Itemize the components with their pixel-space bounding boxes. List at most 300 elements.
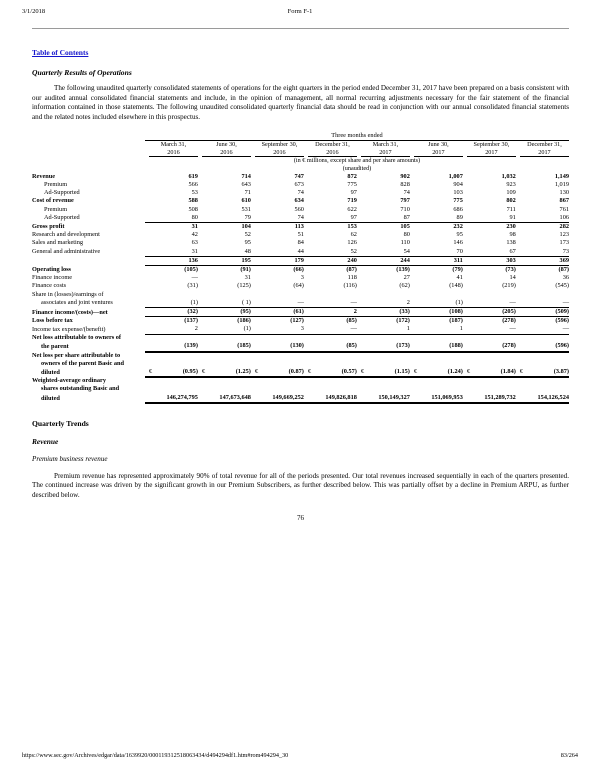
cell-value: (108) — [419, 308, 462, 317]
cell-value: 2 — [366, 299, 409, 308]
column-header-5: March 31, 2017 — [361, 141, 410, 157]
units-spacer — [32, 157, 145, 173]
cell-value: — — [472, 325, 515, 334]
print-header-date: 3/1/2018 — [22, 8, 46, 15]
cell-value: — — [191, 274, 198, 282]
cell-value: 2 — [313, 308, 356, 317]
cell-value: 673 — [294, 181, 304, 188]
cell-value: 63 — [191, 239, 198, 247]
cell-value: 232 — [453, 223, 463, 231]
row-label: Gross profit — [32, 223, 65, 231]
currency-symbol: € — [202, 368, 207, 377]
cell-value: 151,289,732 — [472, 394, 515, 403]
cell-value: 84 — [297, 239, 304, 247]
column-header-2: June 30, 2016 — [202, 141, 251, 157]
cell-value: 610 — [241, 197, 251, 205]
cell-value: 195 — [208, 256, 251, 265]
cell-value — [260, 385, 303, 393]
cell-value: 775 — [453, 197, 463, 205]
cell-value: 3 — [260, 325, 303, 334]
cell-value: (278) — [502, 317, 516, 325]
cell-value: 775 — [347, 181, 357, 188]
cell-value — [366, 334, 409, 342]
cell-value: 719 — [347, 197, 357, 205]
cell-value: 70 — [419, 248, 462, 257]
document-content — [32, 42, 569, 522]
cell-value: 1,032 — [501, 172, 516, 180]
cell-value: 311 — [419, 256, 462, 265]
table-row — [32, 256, 569, 265]
cell-value: 747 — [294, 172, 304, 180]
currency-symbol: € — [520, 368, 525, 377]
cell-value: 42 — [191, 231, 198, 239]
currency-symbol: € — [308, 368, 313, 377]
cell-value: 74 — [260, 214, 303, 223]
cell-value: 1,149 — [554, 172, 569, 180]
cell-value: 150,149,327 — [366, 394, 409, 403]
cell-value: (139) — [155, 342, 198, 351]
cell-value: 303 — [472, 256, 515, 265]
cell-value: 73 — [525, 248, 569, 257]
row-label: Research and development — [32, 231, 100, 239]
cell-value: 106 — [525, 214, 569, 223]
table-row — [32, 317, 569, 326]
cell-value — [525, 334, 569, 342]
cell-value: 109 — [506, 189, 516, 197]
table-row — [32, 189, 569, 197]
table-row — [32, 248, 569, 257]
cell-value: 71 — [244, 189, 251, 197]
row-label: Share in (losses)/earnings of — [32, 290, 104, 298]
cell-value — [525, 291, 569, 299]
row-label: Revenue — [32, 172, 56, 180]
page-number: 76 — [297, 513, 304, 522]
cell-value: 31 — [155, 248, 198, 257]
cell-value: 62 — [350, 231, 357, 239]
currency-symbol: € — [255, 368, 260, 377]
table-row — [32, 360, 569, 368]
cell-value — [472, 352, 515, 360]
row-label: diluted — [41, 368, 60, 376]
cell-value: (62) — [399, 282, 410, 290]
cell-value: 123 — [559, 231, 569, 239]
cell-value: 761 — [559, 205, 569, 213]
cell-value: 95 — [244, 239, 251, 247]
row-label: Ad-Supported — [44, 214, 80, 222]
table-row — [32, 352, 569, 360]
cell-value: 87 — [366, 214, 409, 223]
cell-value: 711 — [506, 205, 516, 213]
cell-value: (596) — [525, 342, 569, 351]
cell-value — [155, 360, 198, 368]
cell-value: 126 — [347, 239, 357, 247]
cell-value — [419, 334, 462, 342]
cell-value: (509) — [525, 308, 569, 317]
cell-value: 1 — [366, 325, 409, 334]
cell-value — [208, 377, 251, 385]
cell-value: 154,126,524 — [525, 394, 569, 403]
table-row — [32, 377, 569, 385]
revenue-subheading: Revenue — [32, 436, 59, 446]
print-header-title: Form F-1 — [287, 8, 313, 15]
cell-value: 110 — [400, 239, 410, 247]
cell-value: (186) — [237, 317, 251, 325]
column-header-8: December 31, 2017 — [520, 141, 569, 157]
cell-value: 149,826,818 — [313, 394, 356, 403]
cell-value — [208, 334, 251, 342]
units-note: (in € millions, except share and per share amounts) (unaudited) — [293, 157, 421, 172]
column-header-6: June 30, 2017 — [414, 141, 463, 157]
cell-value: 1 — [419, 325, 462, 334]
cell-value: (85) — [313, 342, 356, 351]
cell-value: 923 — [506, 181, 516, 188]
print-footer-url: https://www.sec.gov/Archives/edgar/data/1639920/000119312518063434/d494294df1.htm#rom494294_30 — [22, 752, 289, 759]
table-row — [32, 223, 569, 232]
cell-value — [419, 352, 462, 360]
cell-value — [208, 360, 251, 368]
cell-value — [313, 385, 356, 393]
cell-value: 80 — [403, 231, 410, 239]
cell-value: 67 — [472, 248, 515, 257]
cell-value: — — [472, 299, 515, 308]
cell-value: 146,274,795 — [155, 394, 198, 403]
cell-value: (278) — [472, 342, 515, 351]
table-row — [32, 394, 569, 403]
cell-value — [472, 377, 515, 385]
cell-value: 113 — [294, 223, 304, 231]
row-label: Loss before tax — [32, 317, 73, 325]
cell-value: 802 — [506, 197, 516, 205]
cell-value: 103 — [453, 189, 463, 197]
cell-value: 828 — [400, 181, 410, 188]
cell-value: — — [313, 299, 356, 308]
cell-value — [366, 377, 409, 385]
cell-value: 230 — [506, 223, 516, 231]
cell-value: 105 — [400, 223, 410, 231]
row-label: Sales and marketing — [32, 239, 84, 247]
cell-value: 634 — [294, 197, 304, 205]
cell-value — [472, 385, 515, 393]
cell-value — [525, 385, 569, 393]
cell-value — [260, 291, 303, 299]
cell-value: (205) — [472, 308, 515, 317]
cell-value: 3 — [300, 274, 304, 282]
cell-value: 867 — [559, 197, 569, 205]
cell-value: 53 — [191, 189, 198, 197]
cell-value: 151,069,953 — [419, 394, 462, 403]
column-header-4: December 31, 2016 — [308, 141, 357, 157]
cell-value: (219) — [502, 282, 516, 290]
cell-value: 89 — [419, 214, 462, 223]
cell-value: (87) — [558, 266, 569, 274]
cell-value — [472, 291, 515, 299]
cell-value: — — [313, 325, 356, 334]
print-header — [0, 8, 600, 24]
table-row — [32, 239, 569, 247]
table-row — [32, 181, 569, 189]
currency-symbol: € — [414, 368, 419, 377]
cell-value: 74 — [297, 189, 304, 197]
currency-symbol: € — [467, 368, 472, 377]
cell-value: 41 — [456, 274, 463, 282]
cell-value: (1.84) — [472, 368, 515, 377]
row-label — [32, 256, 145, 265]
cell-value — [366, 291, 409, 299]
row-label: Finance costs — [32, 282, 67, 290]
cell-value: 54 — [366, 248, 409, 257]
table-of-contents-link[interactable]: Table of Contents — [32, 48, 89, 57]
currency-symbol: € — [361, 368, 366, 377]
group-header-label: Three months ended — [145, 132, 569, 141]
cell-value: 872 — [347, 172, 357, 180]
cell-value — [208, 352, 251, 360]
cell-value: 31 — [191, 223, 198, 231]
cell-value: (185) — [208, 342, 251, 351]
cell-value: (0.87) — [260, 368, 303, 377]
cell-value — [366, 360, 409, 368]
table-row — [32, 368, 569, 377]
cell-value: (61) — [260, 308, 303, 317]
table-row — [32, 325, 569, 334]
cell-value — [525, 360, 569, 368]
table-group-header-row — [32, 132, 569, 141]
cell-value — [260, 377, 303, 385]
cell-value: 98 — [509, 231, 516, 239]
row-label: Net loss per share attributable to — [32, 351, 121, 359]
cell-value — [155, 385, 198, 393]
table-row — [32, 291, 569, 299]
cell-value — [260, 352, 303, 360]
column-header-spacer — [32, 141, 145, 157]
cell-value — [419, 385, 462, 393]
cell-value: 31 — [244, 274, 251, 282]
print-footer-page: 83/264 — [560, 752, 578, 759]
cell-value: 79 — [208, 214, 251, 223]
cell-value: (1) — [419, 299, 462, 308]
column-header-7: September 30, 2017 — [467, 141, 516, 157]
cell-value: 714 — [241, 172, 251, 180]
print-footer — [0, 752, 600, 764]
cell-value — [419, 377, 462, 385]
cell-value: (173) — [366, 342, 409, 351]
row-label: Net loss attributable to owners of — [32, 334, 122, 342]
cell-value: 566 — [188, 181, 198, 188]
cell-value: (3.87) — [525, 368, 569, 377]
cell-value: (172) — [396, 317, 410, 325]
table-row — [32, 231, 569, 239]
cell-value: 138 — [506, 239, 516, 247]
cell-value: 74 — [403, 189, 410, 197]
table-row — [32, 385, 569, 393]
cell-value: 240 — [313, 256, 356, 265]
cell-value — [525, 377, 569, 385]
cell-value: 902 — [400, 172, 410, 180]
cell-value: (31) — [187, 282, 198, 290]
cell-value: 27 — [403, 274, 410, 282]
cell-value — [155, 352, 198, 360]
cell-value: 147,673,648 — [208, 394, 251, 403]
cell-value: (116) — [343, 282, 357, 290]
trends-paragraph: Premium revenue has represented approximately 90% of total revenue for all of the periods presented. Our total revenues increased sequentially in each of the quarters presented. The continued increase was driven by the significant growth in our Premium Subscribers, as further described below. This was partially offset by a decline in Premium ARPU, as further described below. — [32, 471, 569, 500]
cell-value: (66) — [293, 266, 304, 274]
cell-value: 369 — [525, 256, 569, 265]
cell-value — [313, 377, 356, 385]
cell-value: (148) — [449, 282, 463, 290]
cell-value: 560 — [294, 205, 304, 213]
cell-value: (73) — [505, 266, 516, 274]
cell-value: 173 — [559, 239, 569, 247]
cell-value — [208, 385, 251, 393]
table-row — [32, 173, 569, 181]
cell-value: (1.24) — [419, 368, 462, 377]
cell-value: (139) — [396, 266, 410, 274]
cell-value: 643 — [241, 181, 251, 188]
cell-value: (95) — [208, 308, 251, 317]
cell-value: 91 — [472, 214, 515, 223]
cell-value: 14 — [509, 274, 516, 282]
table-row — [32, 274, 569, 282]
row-label: Premium — [44, 181, 68, 188]
row-label: owners of the parent Basic and — [41, 359, 124, 367]
cell-value: (1) — [208, 325, 251, 334]
cell-value: (1.15) — [366, 368, 409, 377]
cell-value: (127) — [290, 317, 304, 325]
table-column-header-row — [32, 141, 569, 157]
cell-value — [472, 360, 515, 368]
cell-value: (64) — [293, 282, 304, 290]
cell-value: 104 — [241, 223, 251, 231]
row-label: Weighted-average ordinary — [32, 377, 106, 385]
cell-value: (33) — [366, 308, 409, 317]
row-label: General and administrative — [32, 248, 101, 256]
cell-value: (0.95) — [155, 368, 198, 377]
cell-value: (85) — [346, 317, 357, 325]
cell-value: 130 — [559, 189, 569, 197]
cell-value: (188) — [419, 342, 462, 351]
cell-value: 36 — [562, 274, 569, 282]
cell-value: (545) — [555, 282, 569, 290]
cell-value — [155, 334, 198, 342]
cell-value: (130) — [260, 342, 303, 351]
cell-value: 1,007 — [448, 172, 463, 180]
premium-business-revenue-subheading: Premium business revenue — [32, 454, 108, 463]
table-row — [32, 342, 569, 351]
cell-value: 508 — [188, 205, 198, 213]
cell-value: — — [260, 299, 303, 308]
row-label: Income tax expense/(benefit) — [32, 325, 106, 333]
cell-value: — — [525, 299, 569, 308]
table-row — [32, 197, 569, 205]
cell-value: 51 — [297, 231, 304, 239]
row-label: diluted — [41, 394, 60, 402]
row-label: Cost of revenue — [32, 197, 74, 205]
table-row — [32, 308, 569, 317]
cell-value: 97 — [350, 189, 357, 197]
cell-value — [366, 385, 409, 393]
cell-value — [260, 360, 303, 368]
cell-value: (32) — [155, 308, 198, 317]
section-paragraph: The following unaudited quarterly consolidated statements of operations for the eight quarters in the period ended December 31, 2017 have been prepared on a basis consistent with our audited annual consolidated financial statements and include, in the opinion of management, all normal recurring adjustments necessary for the fair statement of the financial information contained in those statements. The following unaudited consolidated quarterly financial data should be read in conjunction with our annual consolidated financial statements and the related notes included elsewhere in this prospectus. — [32, 84, 569, 122]
cell-value: 797 — [400, 197, 410, 205]
section-heading: Quarterly Results of Operations — [32, 68, 132, 77]
row-label: shares outstanding Basic and — [41, 385, 120, 393]
table-row — [32, 334, 569, 342]
cell-value: 588 — [188, 197, 198, 205]
cell-value: (596) — [555, 317, 569, 325]
cell-value — [313, 360, 356, 368]
cell-value: 1,019 — [554, 181, 569, 188]
cell-value — [525, 352, 569, 360]
row-label: Ad-Supported — [44, 189, 80, 197]
cell-value: 710 — [400, 205, 410, 213]
cell-value: 622 — [347, 205, 357, 213]
cell-value: 244 — [366, 256, 409, 265]
cell-value — [366, 352, 409, 360]
cell-value: (1.25) — [208, 368, 251, 377]
cell-value — [472, 334, 515, 342]
cell-value: 80 — [155, 214, 198, 223]
cell-value — [155, 377, 198, 385]
cell-value: 95 — [456, 231, 463, 239]
header-divider — [32, 28, 569, 29]
table-row — [32, 266, 569, 275]
cell-value — [313, 334, 356, 342]
cell-value: (87) — [346, 266, 357, 274]
cell-value: (105) — [184, 266, 198, 274]
cell-value: 904 — [453, 181, 463, 188]
table-row — [32, 299, 569, 308]
table-row — [32, 282, 569, 290]
cell-value: 153 — [347, 223, 357, 231]
table-units-row — [32, 157, 569, 173]
cell-value — [155, 291, 198, 299]
group-header-spacer — [32, 132, 145, 141]
cell-value — [419, 360, 462, 368]
cell-value: 48 — [208, 248, 251, 257]
column-header-3: September 30, 2016 — [255, 141, 304, 157]
row-label: Operating loss — [32, 266, 72, 274]
cell-value: 531 — [241, 205, 251, 213]
cell-value: 44 — [260, 248, 303, 257]
cell-value: 149,669,252 — [260, 394, 303, 403]
column-header-1: March 31, 2016 — [149, 141, 198, 157]
quarterly-results-table — [32, 132, 569, 404]
cell-value: 136 — [155, 256, 198, 265]
row-label: Premium — [44, 205, 68, 213]
cell-value: ( 1) — [208, 299, 251, 308]
cell-value — [313, 352, 356, 360]
cell-value: 282 — [559, 223, 569, 231]
cell-value: (125) — [237, 282, 251, 290]
cell-value: 179 — [260, 256, 303, 265]
cell-value: 146 — [453, 239, 463, 247]
row-label: the parent — [41, 343, 69, 351]
row-label: associates and joint ventures — [41, 299, 113, 307]
cell-value: (1) — [155, 299, 198, 308]
table-row — [32, 214, 569, 223]
cell-value — [208, 291, 251, 299]
cell-value: 97 — [313, 214, 356, 223]
cell-value: 118 — [347, 274, 357, 282]
cell-value: (91) — [240, 266, 251, 274]
table-row — [32, 206, 569, 214]
cell-value: (79) — [452, 266, 463, 274]
row-label: Finance income/(costs)—net — [32, 308, 108, 316]
cell-value: (137) — [184, 317, 198, 325]
cell-value: 52 — [313, 248, 356, 257]
cell-value — [419, 291, 462, 299]
cell-value: 2 — [155, 325, 198, 334]
